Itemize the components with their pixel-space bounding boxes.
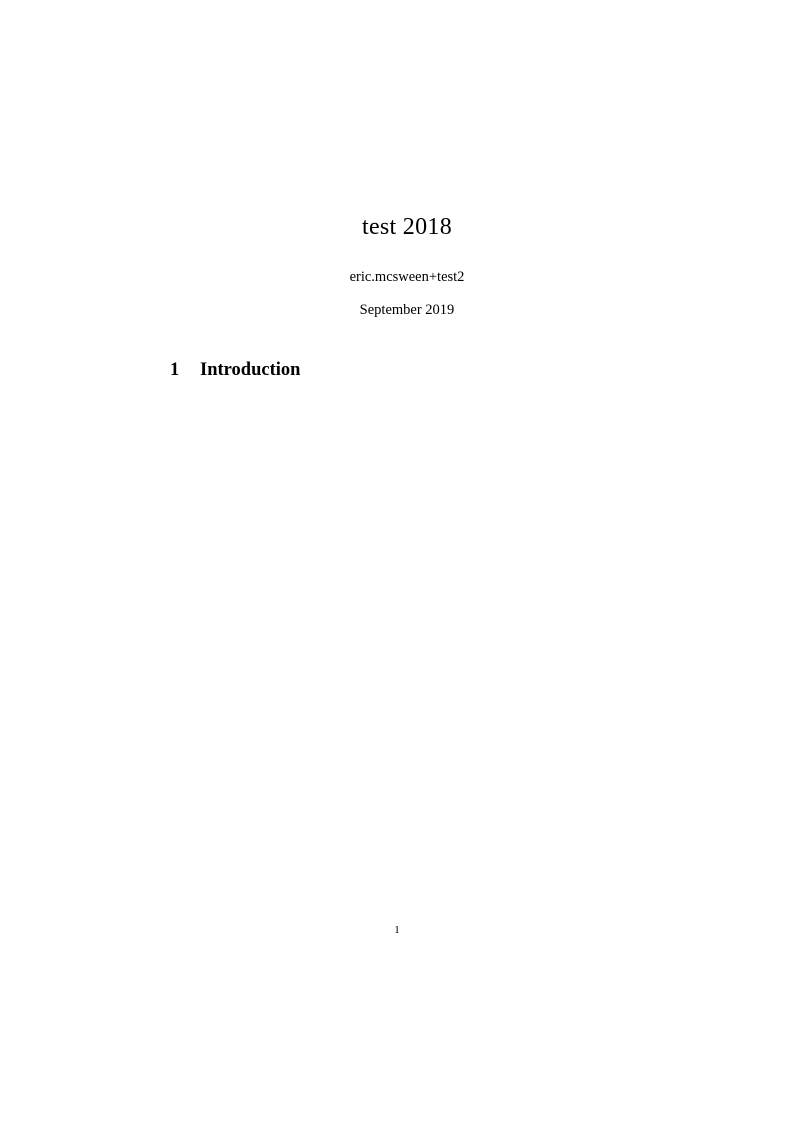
section-heading-introduction	[170, 320, 644, 381]
document-author: eric.mcsween+test2	[349, 268, 465, 285]
document-title: test 2018	[361, 214, 453, 240]
document-body	[170, 0, 644, 391]
section-body	[170, 381, 644, 391]
section-number: 1	[170, 359, 180, 380]
section-title: Introduction	[200, 359, 301, 380]
document-date: September 2019	[359, 302, 455, 319]
page-number: 1	[394, 924, 400, 936]
